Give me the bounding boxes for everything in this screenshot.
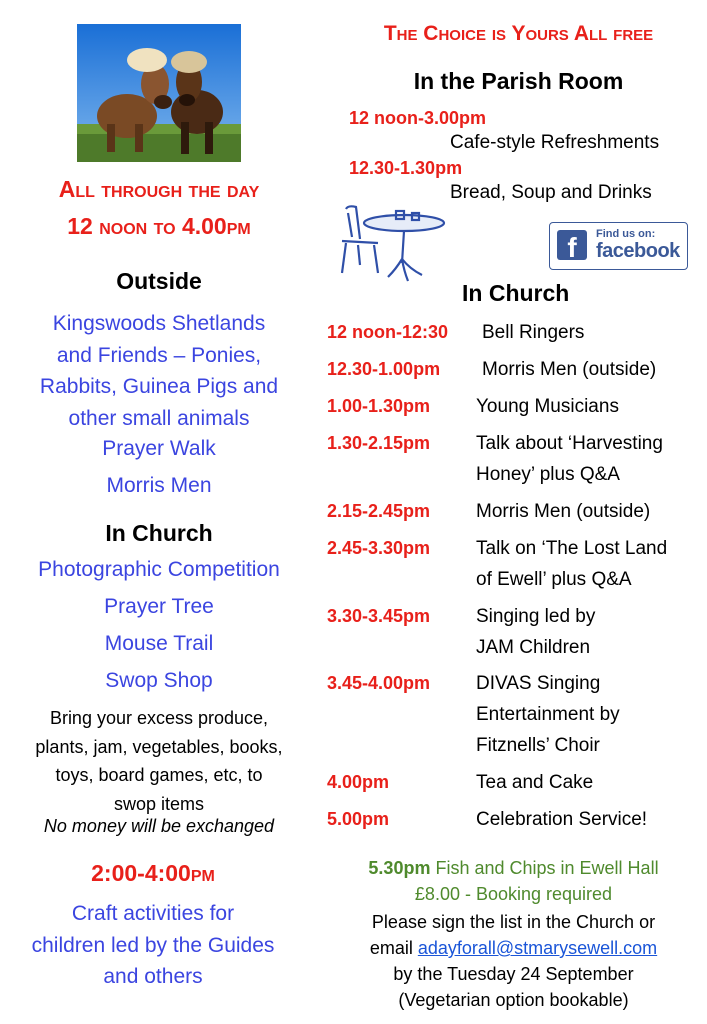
banner-line-1: All through the day <box>58 176 260 202</box>
schedule-activity <box>476 668 620 761</box>
schedule-activity <box>482 354 656 385</box>
email-link[interactable]: adayforall@stmarysewell.com <box>417 938 658 958</box>
parish-activity-2: Bread, Soup and Drinks <box>450 182 652 203</box>
fish-text: Fish and Chips in Ewell Hall <box>430 858 659 878</box>
fish-price: £8.00 - Booking required <box>414 884 613 904</box>
outside-animals-text <box>0 308 318 434</box>
activity-line: Talk on ‘The Lost Land <box>476 538 668 559</box>
swop-line: Bring your excess produce, <box>49 708 269 728</box>
cafe-table-icon <box>338 203 450 290</box>
swop-line: swop items <box>113 793 205 814</box>
facebook-find-us: Find us on: <box>596 228 656 240</box>
schedule-activity <box>476 533 667 595</box>
activity-line: Young Musicians <box>476 396 619 417</box>
activity-line: Singing led by <box>476 606 596 627</box>
left-church-heading: In Church <box>105 520 213 546</box>
prayer-tree: Prayer Tree <box>104 595 214 618</box>
activity-line: Honey’ plus Q&A <box>476 464 620 485</box>
parish-time-1: 12 noon-3.00pm <box>349 108 487 128</box>
craft-line: Craft activities for <box>71 902 235 925</box>
schedule-time: 3.30-3.45pm <box>327 606 431 626</box>
activity-line: Celebration Service! <box>476 809 648 830</box>
no-money-note: No money will be exchanged <box>43 816 275 836</box>
outside-line: Kingswoods Shetlands <box>52 312 266 335</box>
craft-activities <box>0 898 312 993</box>
activity-line: Morris Men (outside) <box>482 359 657 380</box>
schedule-time: 12.30-1.00pm <box>327 359 441 379</box>
parish-heading: In the Parish Room <box>413 68 624 94</box>
activity-line: Talk about ‘Harvesting <box>476 433 663 454</box>
headline: The Choice is Yours All free <box>383 22 654 45</box>
right-church-heading: In Church <box>462 280 570 306</box>
schedule-activity <box>476 601 595 663</box>
schedule-activity <box>476 496 650 527</box>
activity-line: DIVAS Singing <box>476 673 601 694</box>
schedule-activity <box>476 767 593 798</box>
swop-shop: Swop Shop <box>105 669 213 692</box>
email-prefix: email <box>369 938 418 958</box>
email-line <box>320 938 707 959</box>
parish-activity-1: Cafe-style Refreshments <box>450 132 660 153</box>
swop-line: plants, jam, vegetables, books, <box>35 736 283 757</box>
mouse-trail: Mouse Trail <box>104 632 214 655</box>
ponies-photo <box>77 24 241 162</box>
schedule-time: 4.00pm <box>327 772 390 792</box>
outside-line: Rabbits, Guinea Pigs and <box>39 375 279 398</box>
activity-line: Bell Ringers <box>482 322 585 343</box>
schedule-time: 1.30-2.15pm <box>327 433 431 453</box>
activity-line: Entertainment by <box>476 704 620 725</box>
swop-line: toys, board games, etc, to <box>55 765 263 785</box>
swop-description <box>0 704 318 818</box>
morris-men: Morris Men <box>106 474 212 497</box>
facebook-icon: f <box>557 230 587 260</box>
craft-line: children led by the Guides <box>31 933 275 957</box>
schedule-activity <box>482 317 584 348</box>
schedule-activity <box>476 804 647 835</box>
facebook-badge[interactable] <box>549 222 688 270</box>
afternoon-time: 2:00-4:00pm <box>91 860 215 886</box>
activity-line: Morris Men (outside) <box>476 501 651 522</box>
schedule-time: 2.45-3.30pm <box>327 538 431 558</box>
activity-line: Fitznells’ Choir <box>476 735 600 756</box>
prayer-walk: Prayer Walk <box>102 437 216 460</box>
deadline: by the Tuesday 24 September <box>393 964 634 984</box>
schedule-time: 2.15-2.45pm <box>327 501 431 521</box>
schedule-activity <box>476 428 663 490</box>
schedule-time: 5.00pm <box>327 809 390 829</box>
sign-list: Please sign the list in the Church or <box>371 912 656 932</box>
schedule-time: 1.00-1.30pm <box>327 396 431 416</box>
outside-heading: Outside <box>116 268 202 294</box>
facebook-wordmark: facebook <box>596 240 680 262</box>
photo-competition: Photographic Competition <box>38 558 280 581</box>
outside-line: other small animals <box>68 406 250 430</box>
parish-time-2: 12.30-1.30pm <box>349 158 463 178</box>
activity-line: Tea and Cake <box>476 772 594 793</box>
schedule-time: 12 noon-12:30 <box>327 322 449 342</box>
fish-and-chips <box>320 858 707 879</box>
schedule-activity <box>476 391 619 422</box>
banner-line-2: 12 noon to 4.00pm <box>67 213 251 239</box>
vegetarian-note: (Vegetarian option bookable) <box>398 990 629 1010</box>
activity-line: JAM Children <box>476 637 591 658</box>
schedule-time: 3.45-4.00pm <box>327 673 431 693</box>
craft-line: and others <box>103 965 203 988</box>
fish-time: 5.30pm <box>368 858 431 878</box>
activity-line: of Ewell’ plus Q&A <box>476 569 632 590</box>
outside-line: and Friends – Ponies, <box>56 343 262 367</box>
